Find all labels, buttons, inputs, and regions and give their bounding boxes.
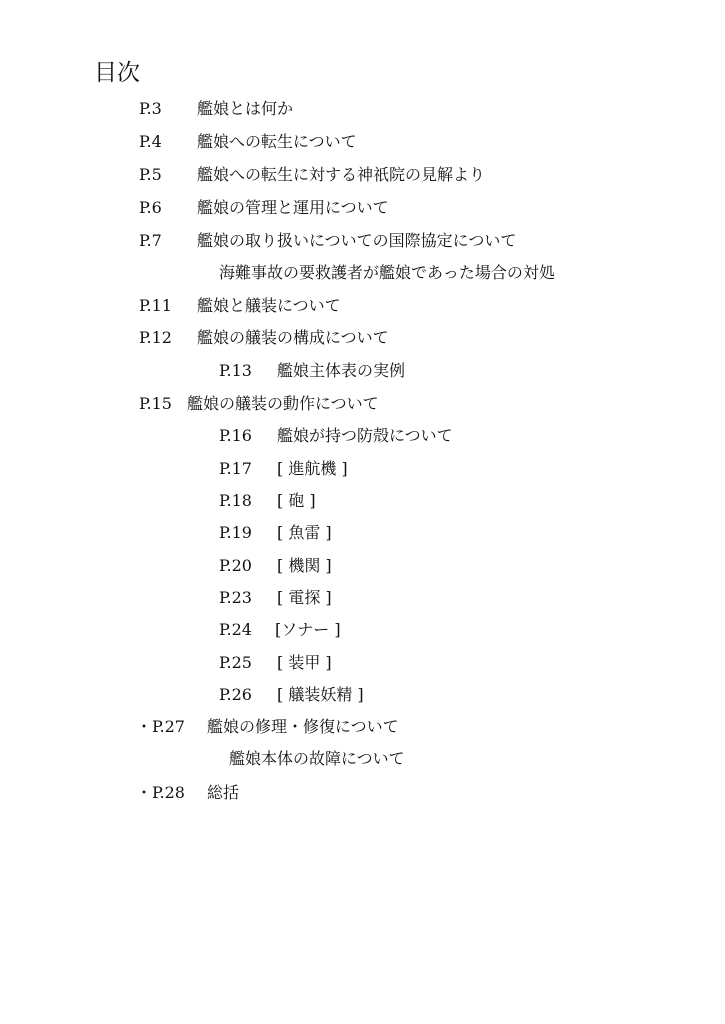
toc-page-number: P.13 [219,361,252,380]
toc-entry-label: 艦娘の取り扱いについての国際協定について [197,231,517,250]
toc-page-number: P.23 [219,588,252,607]
toc-page-number: ・P.27 [136,717,185,736]
toc-page-number: P.20 [219,556,252,575]
toc-entry [139,98,293,120]
toc-page-number: P.17 [219,459,252,478]
toc-entry-label: 艦娘本体の故障について [229,749,405,768]
toc-entry [219,425,453,447]
toc-page-number: P.5 [139,165,162,184]
toc-entry [219,555,332,577]
toc-entry-label: 艦娘の艤装の構成について [197,328,389,347]
toc-page-number: P.6 [139,198,162,217]
toc-entry [219,619,341,641]
toc-entry-label: 艦娘と艤装について [197,296,341,315]
toc-entry-label: 艦娘の管理と運用について [197,198,389,217]
toc-entry-label: 総括 [207,783,240,802]
toc-page-number: P.3 [139,99,162,118]
page-title: 目次 [94,60,140,86]
toc-entry-label: 艦娘が持つ防殻について [277,426,453,445]
toc-entry [139,164,485,186]
toc-entry-label: 艦娘への転生について [197,132,357,151]
toc-entry [219,360,405,382]
toc-page-number: ・P.28 [136,783,185,802]
toc-page-number: P.11 [139,296,172,315]
toc-entry [136,782,239,804]
toc-page-number: P.12 [139,328,172,347]
toc-page-number: P.25 [219,653,252,672]
toc-entry [219,587,332,609]
toc-entry [139,327,389,349]
toc-entry [219,684,364,706]
toc-page-number: P.18 [219,491,252,510]
toc-entry [139,393,379,415]
toc-entry-label: [ 装甲 ] [277,653,332,672]
toc-entry-label: [ 艤装妖精 ] [277,685,364,704]
toc-page-number: P.15 [139,394,172,413]
toc-entry-label: 海難事故の要救護者が艦娘であった場合の対処 [219,263,555,282]
toc-entry-label: [ 機関 ] [277,556,332,575]
toc-entry-label: 艦娘主体表の実例 [277,361,406,380]
toc-entry [229,748,405,770]
toc-entry [136,716,399,738]
toc-entry-label: 艦娘の修理・修復について [207,717,399,736]
toc-entry [219,458,348,480]
toc-entry-label: [ 電探 ] [277,588,332,607]
toc-entry [139,131,357,153]
toc-page-number: P.4 [139,132,162,151]
toc-entry [139,230,516,252]
toc-entry [139,295,341,317]
toc-entry-label: 艦娘の艤装の動作について [187,394,379,413]
toc-page-number: P.24 [219,620,252,639]
toc-page-number: P.7 [139,231,162,250]
toc-entry-label: 艦娘への転生に対する神祇院の見解より [197,165,486,184]
toc-entry-label: [ 進航機 ] [277,459,348,478]
toc-entry [219,262,555,284]
toc-entry-label: [ 砲 ] [277,491,316,510]
toc-entry-label: [ソナー ] [275,620,341,639]
toc-entry-label: 艦娘とは何か [197,99,294,118]
toc-entry [139,197,389,219]
toc-entry-label: [ 魚雷 ] [277,523,332,542]
toc-entry [219,490,316,512]
toc-page-number: P.16 [219,426,252,445]
toc-entry [219,652,332,674]
toc-entry [219,522,332,544]
toc-page-number: P.19 [219,523,252,542]
toc-page-number: P.26 [219,685,252,704]
